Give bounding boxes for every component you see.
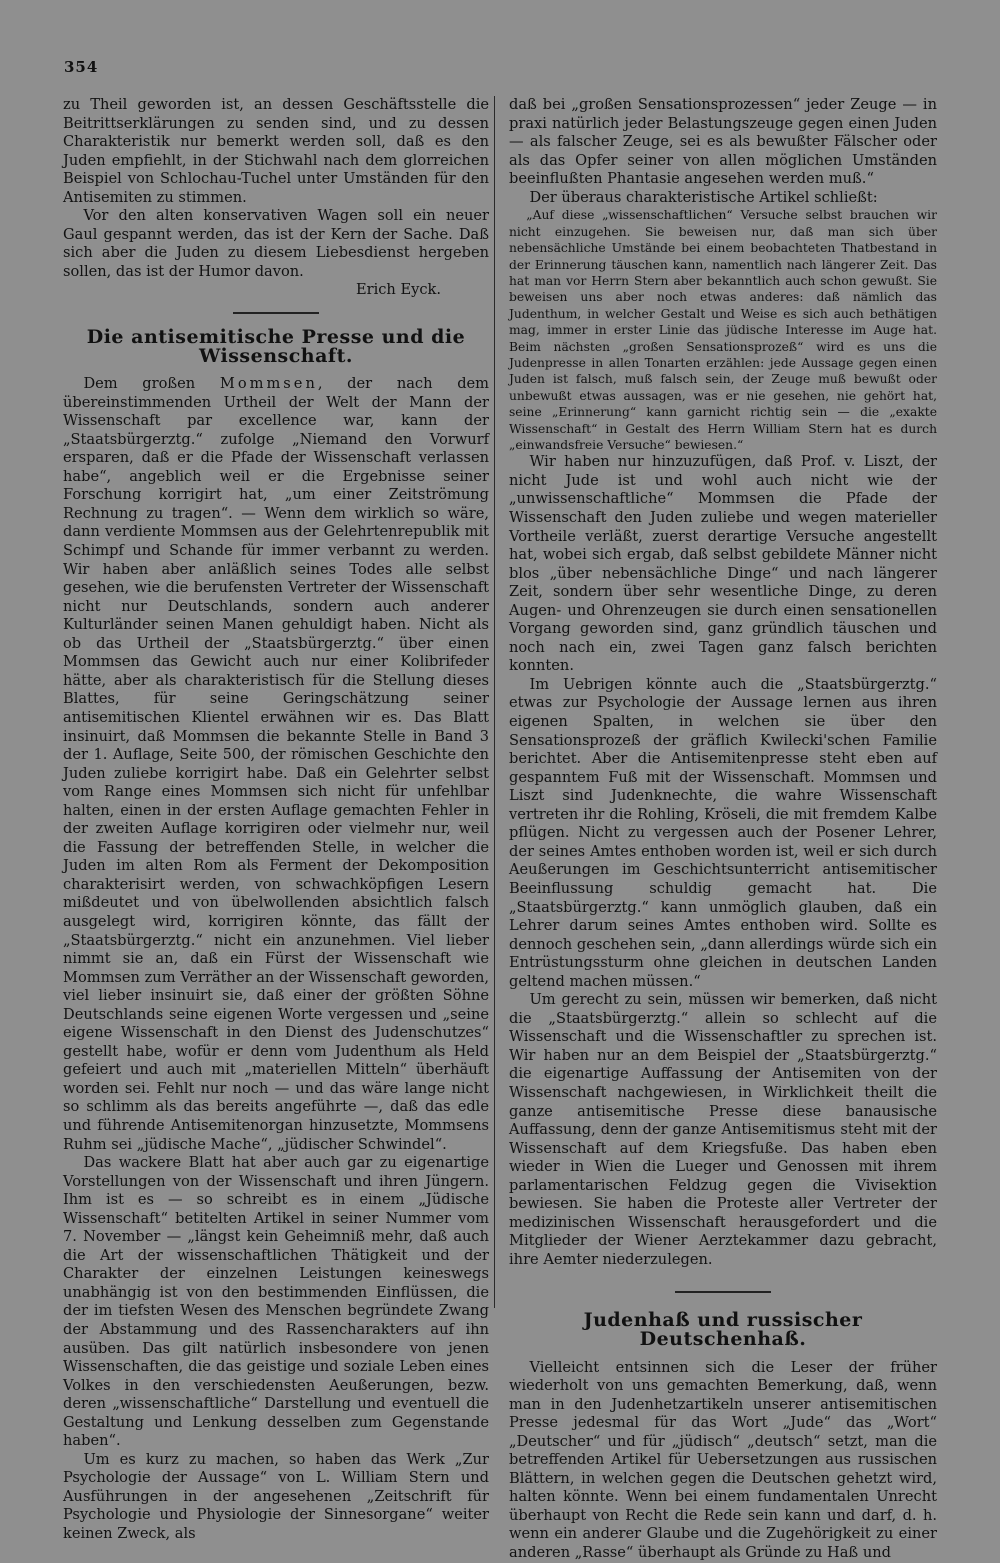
article2-paragraph-1: Vielleicht entsinnen sich die Leser der früher wiederholt von uns gemachten Bemerkung, daß, wenn man in den Judenhetzartikeln unserer antisemitischen Presse jedesmal für das Wort „Jude“ das „Wort“ „Deutscher“ und für „jüdisch“ „deutsch“ setzt, man die betreffenden Artikel für Uebersetzungen aus russischen Blättern, in welchen gegen die Deutschen gehetzt wird, halten könnte. Wenn bei einem fundamentalen Unrecht überhaupt von Recht die Rede sein kann und darf, d. h. wenn ein anderer Glaube und die Zugehörigkeit zu einer anderen „Rasse“ überhaupt als Gründe zu Haß und (509, 1358, 937, 1561)
article-title: Die antisemitische Presse und die Wissenschaft. (86, 326, 466, 367)
paragraph-uebrigen: Im Uebrigen könnte auch die „Staatsbürgerztg.“ etwas zur Psychologie der Aussage lernen aus ihren eigenen Spalten, in welchen sie über den Sensationsprozeß der gräflich Kwilecki'schen Familie berichtet. Aber die Antisemitenpresse steht eben auf gespanntem Fuß mit der Wissenschaft. Mommsen und Liszt sind Judenknechte, die wahre Wissenschaft vertreten ihr die Rohling, Kröseli, die mit fremdem Kalbe pflügen. Nicht zu vergessen auch der Posener Lehrer, der seines Amtes enthoben worden ist, weil er sich durch Aeußerungen im Geschichtsunterricht antisemitischer Beeinflussung schuldig gemacht hat. Die „Staatsbürgerztg.“ kann unmöglich glauben, daß ein Lehrer darum seines Amtes enthoben wird. Sollte es dennoch geschehen sein, „dann allerdings würde sich ein Entrüstungssturm ohne gleichen in deutschen Landen geltend machen müssen.“ (509, 675, 937, 990)
intro-paragraph: zu Theil geworden ist, an dessen Geschäftsstelle die Beitrittserklärungen zu senden sind, und zu dessen Charakteristik nur bemerkt werden soll, daß es den Juden empfiehlt, in der Stichwahl nach dem glorreichen Beispiel von Schlochau-Tuchel unter Umständen für den Antisemiten zu stimmen. (63, 96, 489, 206)
article-paragraph-2: Das wackere Blatt hat aber auch gar zu eigenartige Vorstellungen von der Wissenschaft und ihren Jüngern. Ihm ist es — so schreibt es in einem „Jüdische Wissenschaft“ betitelten Artikel in seiner Nummer vom 7. November — „längst kein Geheimniß mehr, daß auch die Art der wissenschaftlichen Thätigkeit und der Charakter der einzelnen Leistungen keineswegs unabhängig ist von den bestimmenden Einflüssen, die der im tiefsten Wesen des Menschen begründete Zwang der Abstammung und des Rassencharakters auf ihn ausüben. Das gilt natürlich insbesondere von jenen Wissenschaften, die das geistige und soziale Leben eines Volkes in den verschiedensten Aeußerungen, bezw. deren „wissenschaftliche“ Darstellung und eventuell die Gestaltung und Lenkung desselben zum Gegenstande haben“. (63, 1154, 489, 1450)
author-signature: Erich Eyck. (355, 281, 441, 299)
page-number: 354 (64, 58, 99, 76)
section-divider (233, 312, 319, 314)
quoted-article-text: „Auf diese „wissenschaftlichen“ Versuche selbst brauchen wir nicht einzugehen. Sie beweisen nur, daß man sich über nebensächliche Umstände bei einem beobachteten Thatbestand in der Erinnerung täuschen kann, namentlich nach längerer Zeit. Das hat man vor Herrn Stern aber bekanntlich auch schon gewußt. Sie beweisen uns aber noch etwas anderes: daß nämlich das Judenthum, in welcher Gestalt und Weise es sich auch bethätigen mag, immer in erster Linie das jüdische Interesse im Auge hat. Beim nächsten „großen Sensationsprozeß“ wird es uns die Judenpresse in allen Tonarten erzählen: jede Aussage gegen einen Juden ist falsch, muß falsch sein, der Zeuge muß bewußt oder unbewußt etwas aussagen, was er nie gesehen, nie gehört hat, seine „Erinnerung“ kann garnicht richtig sein — die „exakte Wissenschaft“ in Gestalt des Herrn William Stern hat es durch „einwandsfreie Versuche“ bewiesen.“ (509, 208, 937, 452)
paragraph-gerecht: Um gerecht zu sein, müssen wir bemerken, daß nicht die „Staatsbürgerztg.“ allein so schlecht auf die Wissenschaft und die Wissenschaftler zu sprechen ist. Wir haben nur an dem Beispiel der „Staatsbürgerztg.“ die eigenartige Auffassung der Antisemiten von der Wissenschaft nachgewiesen, in Wirklichkeit theilt die ganze antisemitische Presse diese banausische Auffassung, denn der ganze Antisemitismus steht mit der Wissenschaft auf dem Kriegsfuße. Das haben eben wieder in Wien die Lueger und Genossen mit ihrem parlamentarischen Feldzug gegen die Vivisektion bewiesen. Sie haben die Proteste aller Vertreter der medizinischen Wissenschaft herausgefordert und die Mitglieder der Wiener Aerztekammer dazu gebracht, ihre Aemter niederzulegen. (509, 991, 937, 1268)
continuation-paragraph: daß bei „großen Sensationsprozessen“ jeder Zeuge — in praxi natürlich jeder Belastungszeuge gegen einen Juden — als falscher Zeuge, sei es als bewußter Fälscher oder als das Opfer seiner von allen möglichen Umständen beeinflußten Phantasie angesehen werden muß.“ (509, 96, 937, 188)
article-paragraph-3: Um es kurz zu machen, so haben das Werk „Zur Psychologie der Aussage“ von L. William Stern und Ausführungen in der angesehenen „Zeitschrift für Psychologie und Physiologie der Sinnesorgane“ weiter keinen Zweck, als (63, 1450, 489, 1543)
article-p1-name: Mommsen (219, 375, 318, 393)
right-column (509, 96, 937, 1563)
section-divider-2 (675, 1291, 771, 1293)
quote-intro: Der überaus charakteristische Artikel schließt: (529, 188, 878, 206)
left-column (63, 96, 489, 1544)
column-gutter-rule (494, 96, 495, 1308)
article2-title: Judenhaß und russischer Deutschenhaß. (583, 1309, 863, 1350)
paragraph-2: Vor den alten konservativen Wagen soll ein neuer Gaul gespannt werden, das ist der Kern der Sache. Daß sich aber die Juden zu diesem Liebesdienst hergeben sollen, das ist der Humor davon. (63, 207, 489, 280)
article-paragraph-1 (63, 375, 489, 1154)
article-p1-lead: Dem großen (83, 375, 196, 393)
paragraph-liszt: Wir haben nur hinzuzufügen, daß Prof. v. Liszt, der nicht Jude ist und wohl auch nicht wie der „unwissenschaftliche“ Mommsen die Pfade der Wissenschaft den Juden zuliebe und wegen materieller Vortheile verläßt, zuerst derartige Versuche angestellt hat, wobei sich ergab, daß selbst gebildete Männer nicht blos „über nebensächliche Dinge“ und nach längerer Zeit, sondern über sehr wesentliche Dinge, zu deren Augen- und Ohrenzeugen sie durch einen sensationellen Vorgang geworden sind, ganz gründlich täuschen und noch nach ein, zwei Tagen ganz falsch berichten konnten. (509, 453, 937, 675)
article-p1-rest: , der nach dem übereinstimmenden Urtheil der Welt der Mann der Wissenschaft par excellence war, kann der „Staatsbürgerztg.“ zufolge „Niemand den Vorwurf ersparen, daß er die Pfade der Wissenschaft verlassen habe“, angeblich weil er die Ergebnisse seiner Forschung korrigirt hat, „um einer Zeitströmung Rechnung zu tragen“. — Wenn dem wirklich so wäre, dann verdiente Mommsen aus der Gelehrtenrepublik mit Schimpf und Schande für immer verbannt zu werden. Wir haben aber anläßlich seines Todes alle selbst gesehen, wie die berufensten Vertreter der Wissenschaft nicht nur Deutschlands, sondern auch anderer Kulturländer seinen Manen gehuldigt haben. Nicht als ob das Urtheil der „Staatsbürgerztg.“ über einen Mommsen das Gewicht auch nur einer Kolibrifeder hätte, aber als charakteristisch für die Stellung dieses Blattes, für seine Geringschätzung seiner antisemitischen Klientel erwähnen wir es. Das Blatt insinuirt, daß Mommsen die bekannte Stelle in Band 3 der 1. Auflage, Seite 500, der römischen Geschichte den Juden zuliebe korrigirt habe. Daß ein Gelehrter selbst vom Range eines Mommsen sich nicht für unfehlbar halten, einen in der ersten Auflage gemachten Fehler in der zweiten Auflage korrigiren oder vielmehr nur, weil die Fassung der betreffenden Stelle, in welcher die Juden im alten Rom als Ferment der Dekomposition charakterisirt werden, von schwachköpfigen Lesern mißdeutet und von übelwollenden absichtlich falsch ausgelegt wird, korrigiren könnte, das fällt der „Staatsbürgerztg.“ nicht ein anzunehmen. Viel lieber nimmt sie an, daß ein Fürst der Wissenschaft wie Mommsen zum Verräther an der Wissenschaft geworden, viel lieber insinuirt sie, daß einer der größten Söhne Deutschlands seine eigenen Worte vergessen und „seine eigene Wissenschaft in den Dienst des Judenschutzes“ gestellt habe, wofür er denn vom Judenthum als Held gefeiert und auch mit „materiellen Mitteln“ überhäuft worden sei. Fehlt nur noch — und das wäre lange nicht so schlimm als das bereits angeführte —, daß das edle und führende Antisemitenorgan hinzusetzte, Mommsens Ruhm sei „jüdische Mache“, „jüdischer Schwindel“. (63, 375, 490, 1153)
